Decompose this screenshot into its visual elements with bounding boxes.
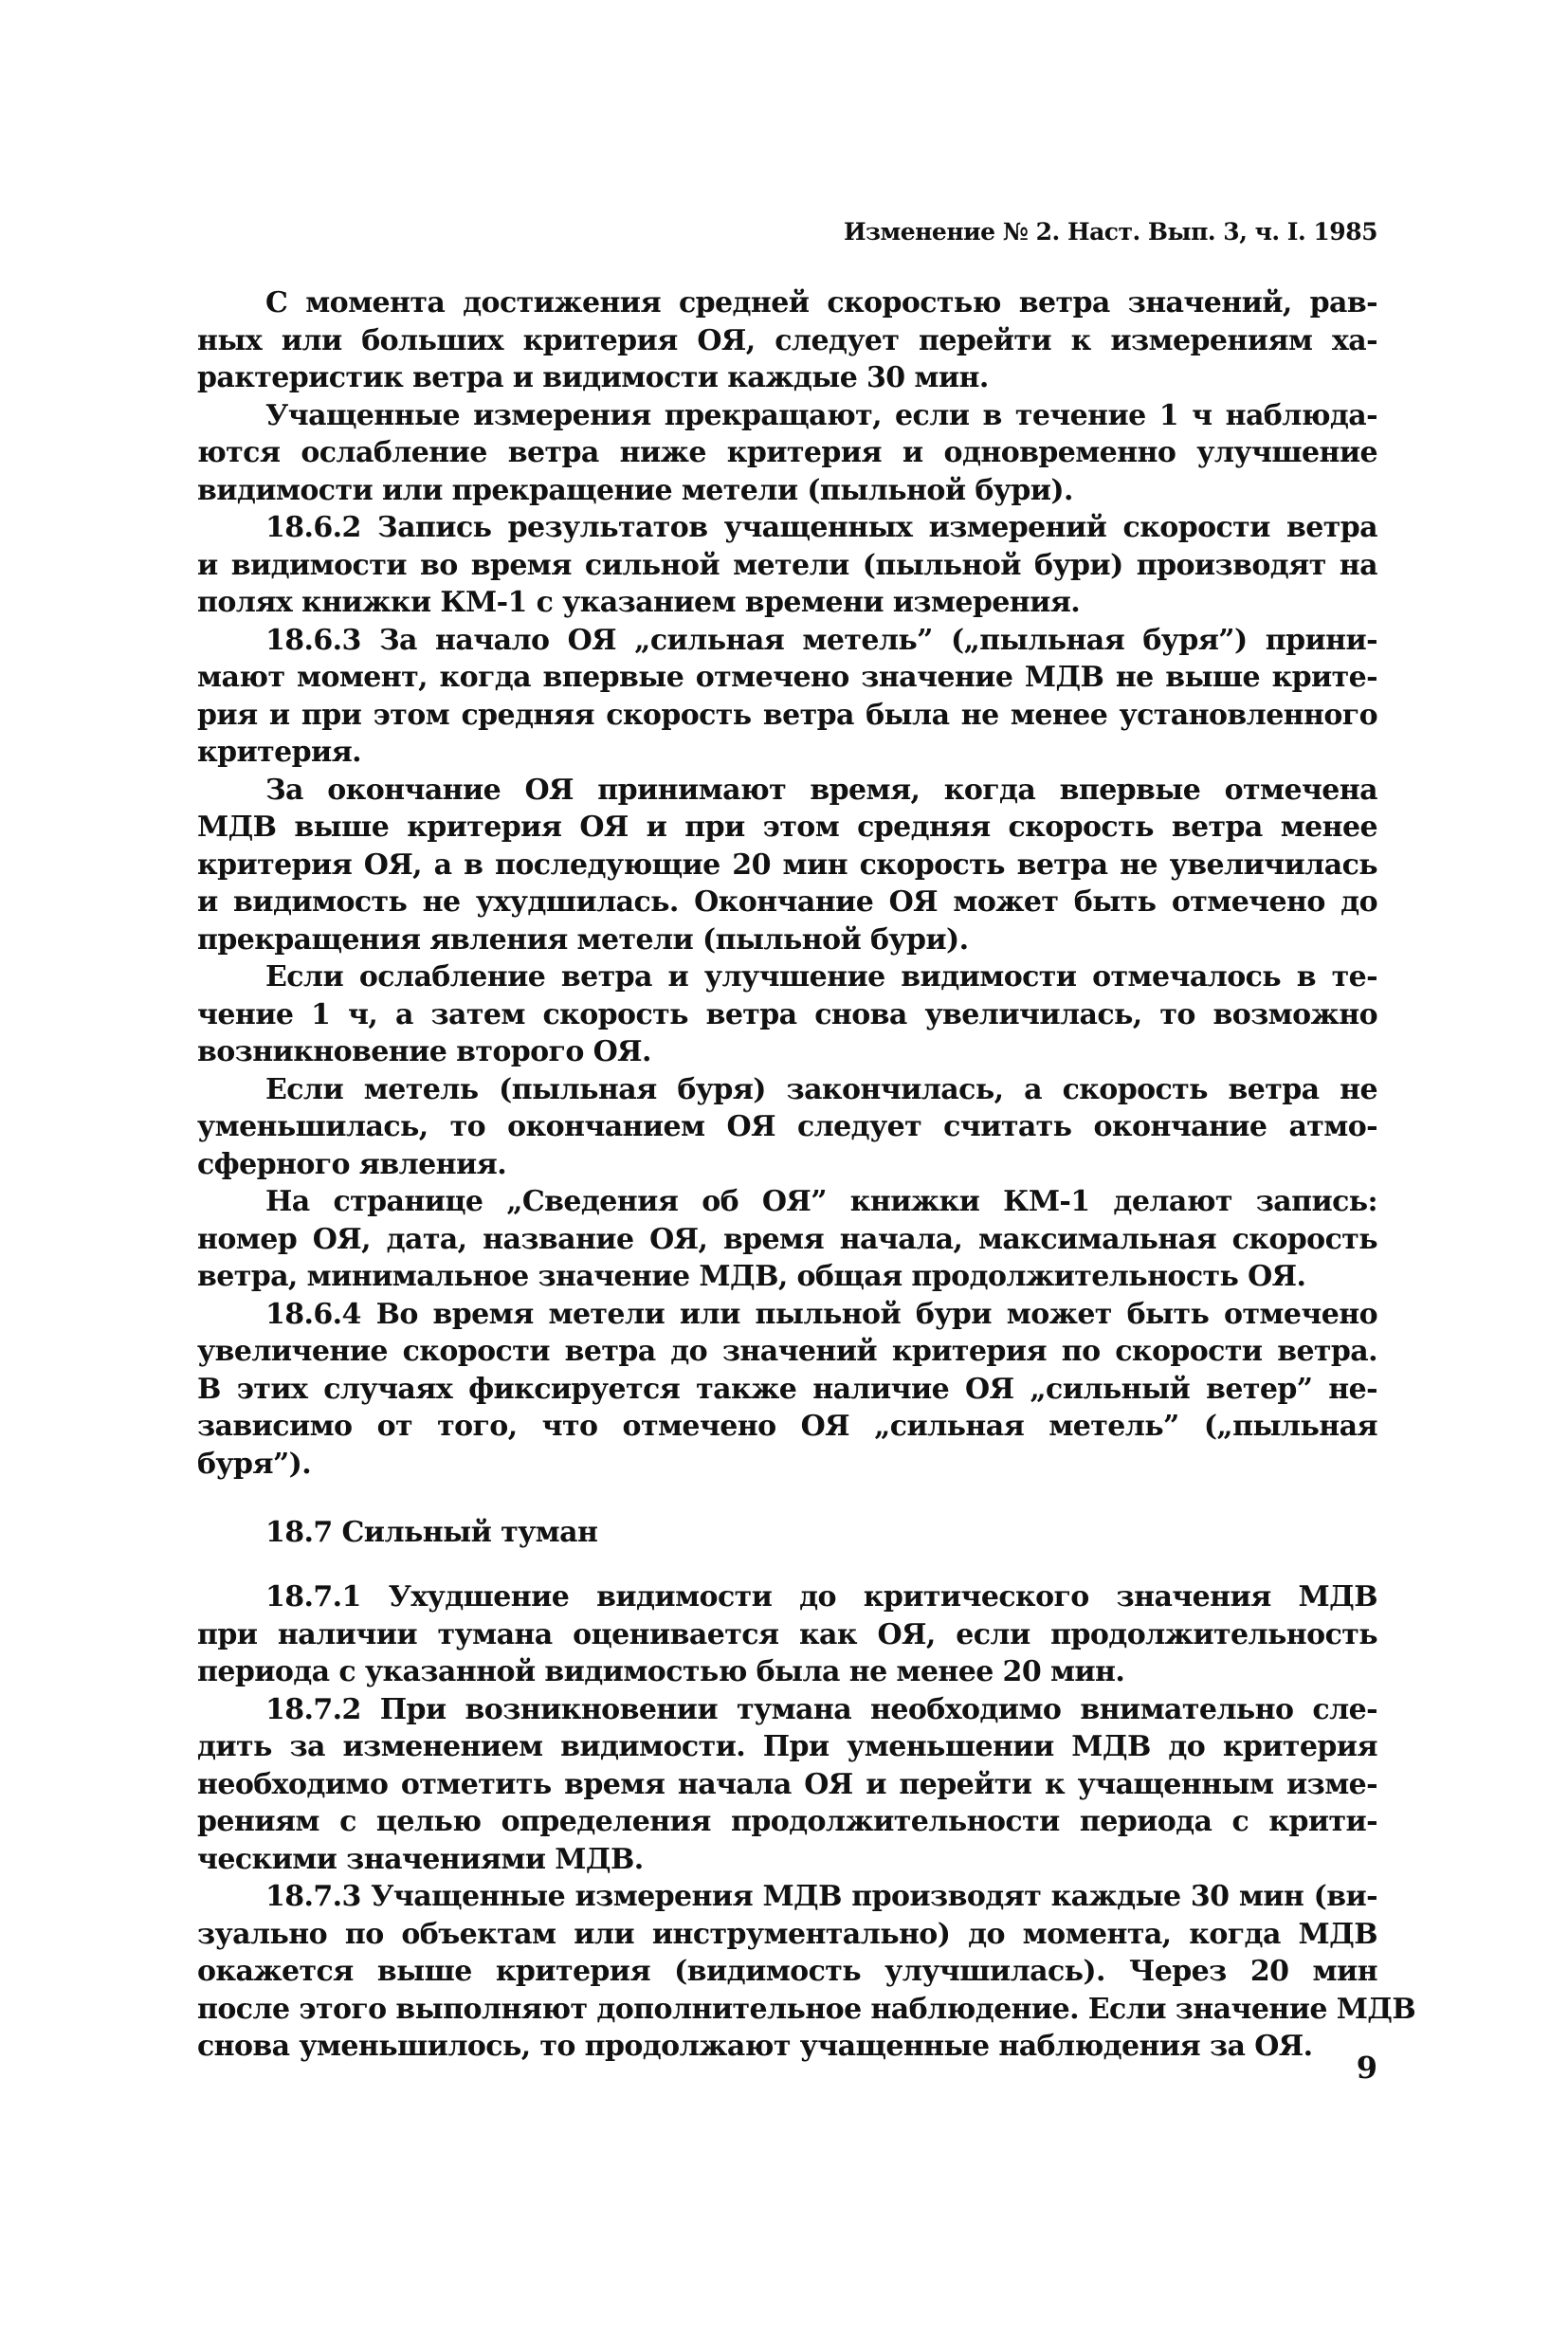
text-line: уменьшилась, то окончанием ОЯ следует считать окончание атмо- [197,1110,1377,1143]
text-line: 18.7.3 Учащенные измерения МДВ производят каждые 30 мин (ви- [265,1880,1377,1913]
text-line: окажется выше критерия (видимость улучшилась). Через 20 мин [197,1955,1377,1988]
text-line: полях книжки КМ-1 с указанием времени измерения. [197,586,1081,619]
body-text-18-7 [197,1578,1416,2066]
text-line: и видимости во время сильной метели (пыльной бури) производят на [197,548,1377,582]
text-line: ветра, минимальное значение МДВ, общая продолжительность ОЯ. [197,1260,1306,1293]
text-line: рениям с целью определения продолжительности периода с крити- [197,1805,1377,1838]
text-line: ных или больших критерия ОЯ, следует перейти к измерениям ха- [197,323,1377,357]
text-line: буря”). [197,1447,312,1481]
text-line: чение 1 ч, а затем скорость ветра снова увеличилась, то возможно [197,997,1377,1031]
text-line: рия и при этом средняя скорость ветра была не менее установленного [197,698,1377,732]
text-line: 18.6.3 За начало ОЯ „сильная метель” („пыльная буря”) прини- [265,623,1377,657]
text-line: периода с указанной видимостью была не менее 20 мин. [197,1655,1125,1688]
page-number: 9 [1356,2050,1377,2086]
text-line: увеличение скорости ветра до значений критерия по скорости ветра. [197,1335,1377,1368]
text-line: и видимость не ухудшилась. Окончание ОЯ может быть отмечено до [197,885,1377,919]
text-line: МДВ выше критерия ОЯ и при этом средняя скорость ветра менее [197,811,1377,844]
text-line: возникновение второго ОЯ. [197,1035,651,1068]
text-line: прекращения явления метели (пыльной бури). [197,922,969,957]
text-line: после этого выполняют дополнительное наблюдение. Если значение МДВ [197,1992,1416,2026]
text-line: Если ослабление ветра и улучшение видимости отмечалось в те- [265,960,1377,994]
text-line: За окончание ОЯ принимают время, когда впервые отмечена [265,773,1377,807]
text-line: необходимо отметить время начала ОЯ и перейти к учащенным изме- [197,1767,1377,1801]
text-line: дить за изменением видимости. При уменьшении МДВ до критерия [197,1730,1377,1763]
text-line: Если метель (пыльная буря) закончилась, а скорость ветра не [265,1072,1377,1106]
section-heading: 18.7 Сильный туман [265,1516,598,1549]
body-text-18-6 [197,284,1377,1483]
text-line: С момента достижения средней скоростью ветра значений, рав- [265,286,1377,319]
text-line: На странице „Сведения об ОЯ” книжки КМ-1 делают запись: [265,1185,1377,1218]
text-line: 18.7.1 Ухудшение видимости до критического значения МДВ [265,1580,1377,1614]
text-line: ческими значениями МДВ. [197,1842,644,1876]
text-line: зависимо от того, что отмечено ОЯ „сильная метель” („пыльная [197,1410,1377,1443]
text-line: видимости или прекращение метели (пыльной бури). [197,473,1073,507]
running-head: Изменение № 2. Наст. Вып. 3, ч. I. 1985 [843,218,1377,246]
text-line: 18.7.2 При возникновении тумана необходимо внимательно сле- [265,1692,1377,1726]
text-line: рактеристик ветра и видимости каждые 30 мин. [197,361,989,394]
text-line: 18.6.4 Во время метели или пыльной бури может быть отмечено [265,1297,1377,1331]
text-line: В этих случаях фиксируется также наличие ОЯ „сильный ветер” не- [197,1372,1377,1406]
text-line: 18.6.2 Запись результатов учащенных измерений скорости ветра [265,511,1377,544]
text-line: при наличии тумана оценивается как ОЯ, если продолжительность [197,1617,1377,1651]
text-line: критерия ОЯ, а в последующие 20 мин скорость ветра не увеличилась [197,848,1377,882]
text-line: зуально по объектам или инструментально) до момента, когда МДВ [197,1917,1377,1951]
text-line: ются ослабление ветра ниже критерия и одновременно улучшение [197,436,1377,469]
text-line: Учащенные измерения прекращают, если в течение 1 ч наблюда- [265,398,1377,432]
text-line: сферного явления. [197,1147,507,1181]
text-line: мают момент, когда впервые отмечено значение МДВ не выше крите- [197,661,1377,694]
text-line: номер ОЯ, дата, название ОЯ, время начала, максимальная скорость [197,1222,1377,1256]
text-line: критерия. [197,736,362,769]
text-line: снова уменьшилось, то продолжают учащенные наблюдения за ОЯ. [197,2030,1313,2063]
